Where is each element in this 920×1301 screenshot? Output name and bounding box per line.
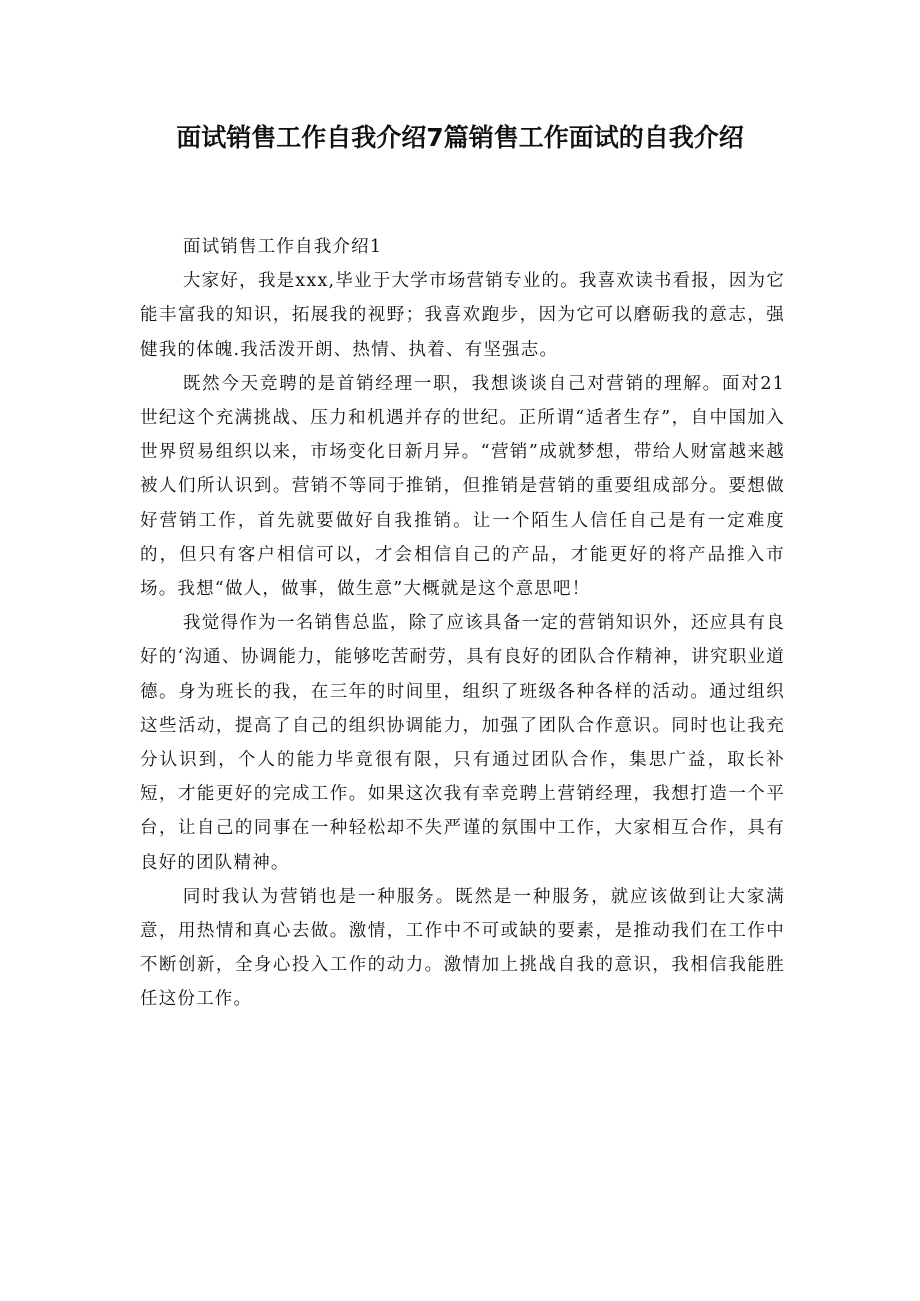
document-title: 面试销售工作自我介绍7篇销售工作面试的自我介绍 <box>176 123 744 152</box>
paragraph-4: 同时我认为营销也是一种服务。既然是一种服务，就应该做到让大家满意，用热情和真心去做。激情，工作中不可或缺的要素，是推动我们在工作中不断创新，全身心投入工作的动力。激情加上挑战自我的意识，我相信我能胜任这份工作。 <box>140 886 785 1010</box>
paragraph-3: 我觉得作为一名销售总监，除了应该具备一定的营销知识外，还应具有良好的‘沟通、协调能力，能够吃苦耐劳，具有良好的团队合作精神，讲究职业道德。身为班长的我，在三年的时间里，组织了班级各种各样的活动。通过组织这些活动，提高了自己的组织协调能力，加强了团队合作意识。同时也让我充分认识到，个人的能力毕竟很有限，只有通过团队合作，集思广益，取长补短，才能更好的完成工作。如果这次我有幸竞聘上营销经理，我想打造一个平台，让自己的同事在一种轻松却不失严谨的氛围中工作，大家相互合作，具有良好的团队精神。 <box>140 613 785 873</box>
paragraph-2: 既然今天竞聘的是首销经理一职，我想谈谈自己对营销的理解。面对21世纪这个充满挑战、压力和机遇并存的世纪。正所谓“适者生存”，自中国加入世界贸易组织以来，市场变化日新月异。“营销”成就梦想，带给人财富越来越被人们所认识到。营销不等同于推销，但推销是营销的重要组成部分。要想做好营销工作，首先就要做好自我推销。让一个陌生人信任自己是有一定难度的，但只有客户相信可以，才会相信自己的产品，才能更好的将产品推入市场。我想“做人，做事，做生意”大概就是这个意思吧！ <box>140 373 785 600</box>
section-heading: 面试销售工作自我介绍1 <box>182 237 383 257</box>
paragraph-1: 大家好，我是xxx,毕业于大学市场营销专业的。我喜欢读书看报，因为它能丰富我的知识，拓展我的视野；我喜欢跑步，因为它可以磨砺我的意志，强健我的体魄.我活泼开朗、热情、执着、有坚强志。 <box>140 271 785 360</box>
document-body <box>140 230 785 1017</box>
